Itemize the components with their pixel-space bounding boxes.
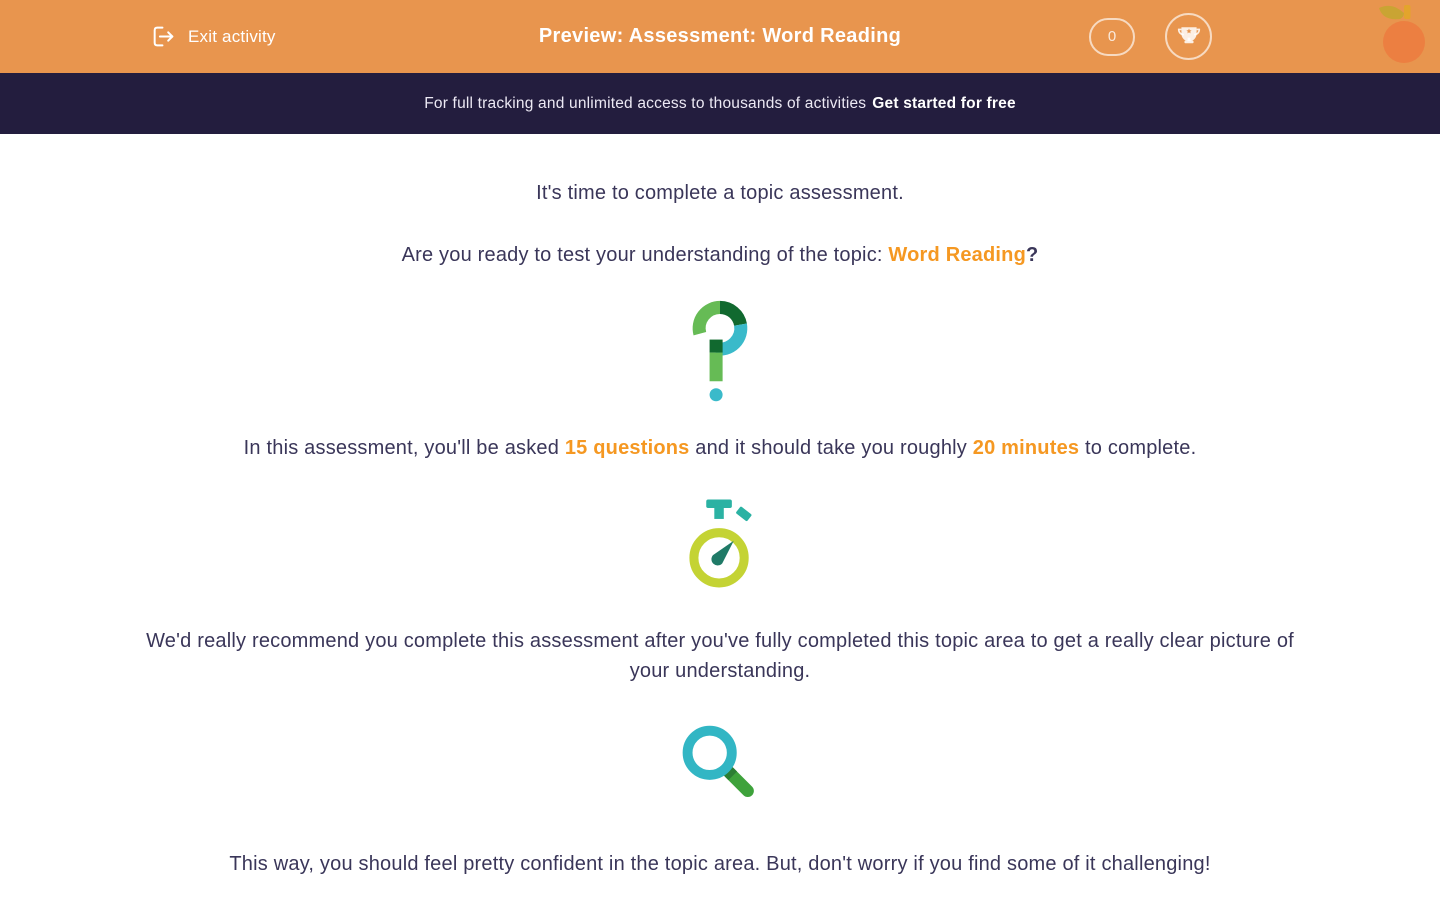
magnifying-glass-icon	[0, 724, 1440, 807]
trophy-icon	[1176, 24, 1202, 50]
promo-text: For full tracking and unlimited access to thousands of activities	[424, 94, 867, 112]
ready-prefix: Are you ready to test your understanding of the topic:	[401, 244, 889, 266]
details-part1: In this assessment, you'll be asked	[243, 437, 565, 459]
topic-highlight: Word Reading	[888, 244, 1026, 266]
details-part2: and it should take you roughly	[689, 437, 973, 459]
promo-banner	[0, 73, 1440, 134]
brand-logo[interactable]	[1376, 2, 1432, 64]
intro-text: It's time to complete a topic assessment.	[536, 182, 904, 204]
questions-highlight: 15 questions	[564, 437, 690, 459]
trophy-button[interactable]	[1165, 13, 1212, 60]
header-right-cluster	[1089, 0, 1212, 73]
assessment-intro-content	[0, 134, 1440, 879]
top-bar	[0, 0, 1440, 73]
exit-activity-label: Exit activity	[188, 26, 276, 46]
minutes-highlight: 20 minutes	[972, 437, 1080, 459]
page-title: Preview: Assessment: Word Reading	[538, 25, 902, 47]
score-pill	[1089, 18, 1135, 56]
ready-suffix: ?	[1026, 244, 1039, 266]
question-mark-icon	[0, 297, 1440, 403]
ready-text	[0, 240, 1440, 270]
confidence-text: This way, you should feel pretty confident in the topic area. But, don't worry if you find some of it challenging!	[229, 853, 1211, 875]
orange-fruit-logo-icon	[1376, 51, 1432, 68]
stopwatch-icon	[0, 499, 1440, 592]
details-text	[0, 433, 1440, 463]
get-started-link[interactable]: Get started for free	[872, 94, 1016, 112]
score-value: 0	[1107, 28, 1117, 45]
recommend-text: We'd really recommend you complete this assessment after you've fully completed this topic area to get a really clear picture of your understanding.	[146, 630, 1294, 682]
details-part3: to complete.	[1079, 437, 1197, 459]
